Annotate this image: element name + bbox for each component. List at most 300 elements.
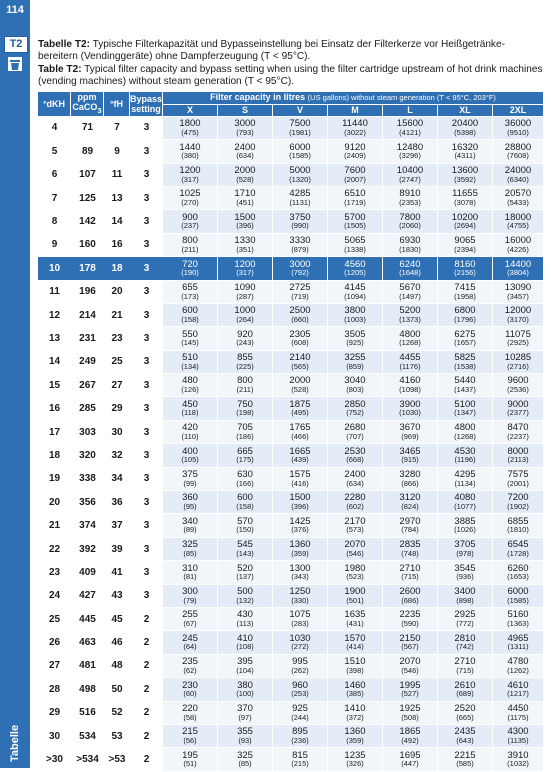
capacity-litres: 9600	[507, 375, 529, 387]
capacity-litres: 1235	[344, 749, 366, 761]
capacity-gallons: (1094)	[344, 291, 366, 301]
cell-capacity	[218, 117, 273, 140]
capacity-gallons: (215)	[291, 759, 309, 769]
capacity-litres: 5065	[344, 235, 366, 247]
cell-capacity	[218, 491, 273, 514]
cell-capacity	[328, 397, 383, 420]
capacity-gallons: (51)	[183, 759, 197, 769]
capacity-litres: 1460	[344, 679, 366, 691]
capacity-litres: 705	[237, 422, 253, 434]
capacity-litres: 720	[182, 258, 198, 270]
capacity-litres: 2305	[289, 328, 311, 340]
capacity-gallons: (175)	[236, 455, 254, 465]
cell-dkh: 20	[38, 491, 71, 514]
capacity-litres: 7200	[507, 492, 529, 504]
capacity-litres: 2400	[344, 469, 366, 481]
cell-fh: 20	[104, 281, 130, 304]
table-row	[38, 725, 544, 748]
capacity-gallons: (1077)	[454, 502, 476, 512]
cell-dkh: 15	[38, 374, 71, 397]
capacity-gallons: (253)	[291, 689, 309, 699]
capacity-litres: 900	[182, 211, 198, 223]
cell-capacity	[438, 608, 493, 631]
capacity-gallons: (198)	[236, 408, 254, 418]
cell-capacity	[493, 514, 544, 537]
capacity-gallons: (67)	[183, 618, 197, 628]
table-row	[38, 468, 544, 491]
cell-ppm: 427	[71, 585, 104, 608]
cell-dkh: 18	[38, 444, 71, 467]
cell-bypass: 3	[130, 585, 163, 608]
capacity-gallons: (668)	[346, 455, 364, 465]
cell-bypass: 3	[130, 281, 163, 304]
cell-capacity	[383, 187, 438, 210]
cell-capacity	[163, 538, 218, 561]
cell-capacity	[273, 257, 328, 280]
capacity-gallons: (527)	[401, 689, 419, 699]
cell-capacity	[273, 374, 328, 397]
cell-capacity	[273, 397, 328, 420]
cell-capacity	[328, 374, 383, 397]
capacity-gallons: (359)	[346, 735, 364, 745]
capacity-litres: 20570	[504, 188, 532, 200]
table-row	[38, 491, 544, 514]
table-row	[38, 655, 544, 678]
capacity-litres: 4780	[507, 656, 529, 668]
cell-capacity	[328, 444, 383, 467]
capacity-gallons: (978)	[456, 548, 474, 558]
cell-capacity	[273, 631, 328, 654]
col-size-2xl: 2XL	[493, 105, 544, 117]
capacity-litres: 5000	[289, 164, 311, 176]
capacity-gallons: (1320)	[289, 174, 311, 184]
capacity-litres: 4160	[399, 375, 421, 387]
capacity-litres: 1250	[289, 586, 311, 597]
table-row	[38, 117, 544, 140]
cell-capacity	[163, 117, 218, 140]
capacity-gallons: (567)	[401, 642, 419, 652]
capacity-litres: 3120	[399, 492, 421, 504]
capacity-gallons: (1311)	[507, 642, 529, 652]
capacity-gallons: (3078)	[454, 197, 476, 207]
capacity-litres: 2970	[399, 515, 421, 527]
cell-capacity	[438, 351, 493, 374]
cell-bypass: 3	[130, 444, 163, 467]
cell-capacity	[328, 725, 383, 748]
cell-capacity	[218, 561, 273, 584]
cell-capacity	[328, 117, 383, 140]
cell-capacity	[493, 561, 544, 584]
col-size-m: M	[328, 105, 383, 117]
cell-ppm: 338	[71, 468, 104, 491]
cell-capacity	[383, 444, 438, 467]
cell-capacity	[493, 538, 544, 561]
cell-fh: 21	[104, 304, 130, 327]
capacity-gallons: (1134)	[454, 478, 476, 488]
cell-capacity	[218, 444, 273, 467]
capacity-litres: 9065	[454, 235, 476, 247]
capacity-litres: 1995	[399, 679, 421, 691]
cell-capacity	[328, 561, 383, 584]
capacity-litres: 2725	[289, 281, 311, 293]
cell-bypass: 3	[130, 304, 163, 327]
table-row	[38, 257, 544, 280]
page-number: 114	[6, 4, 24, 16]
cell-capacity	[493, 374, 544, 397]
cell-capacity	[438, 678, 493, 701]
cell-fh: 50	[104, 678, 130, 701]
capacity-gallons: (100)	[236, 689, 254, 699]
cell-fh: 25	[104, 351, 130, 374]
filter-capacity-table	[38, 92, 544, 772]
cell-capacity	[383, 117, 438, 140]
capacity-gallons: (546)	[346, 548, 364, 558]
capacity-gallons: (1098)	[399, 385, 421, 395]
cell-capacity	[493, 351, 544, 374]
capacity-litres: 1710	[234, 188, 256, 200]
capacity-litres: 6930	[399, 235, 421, 247]
capacity-litres: 665	[237, 445, 253, 457]
cell-capacity	[383, 725, 438, 748]
cell-bypass: 3	[130, 421, 163, 444]
capacity-gallons: (3170)	[507, 314, 529, 324]
capacity-gallons: (211)	[236, 385, 254, 395]
capacity-litres: 300	[182, 586, 198, 597]
cell-capacity	[383, 397, 438, 420]
capacity-gallons: (1196)	[454, 455, 476, 465]
capacity-litres: 1330	[234, 235, 256, 247]
cell-bypass: 3	[130, 327, 163, 350]
capacity-litres: 4295	[454, 469, 476, 481]
cell-capacity	[328, 327, 383, 350]
cell-capacity	[218, 164, 273, 187]
cell-capacity	[218, 725, 273, 748]
capacity-litres: 1425	[289, 515, 311, 527]
cell-dkh: 22	[38, 538, 71, 561]
cell-fh: 14	[104, 210, 130, 233]
cell-capacity	[493, 397, 544, 420]
capacity-litres: 7415	[454, 281, 476, 293]
cell-bypass: 3	[130, 210, 163, 233]
capacity-gallons: (689)	[456, 689, 474, 699]
capacity-litres: 925	[292, 702, 308, 714]
cell-dkh: 21	[38, 514, 71, 537]
col-bypass: Bypass setting	[130, 92, 163, 117]
cell-capacity	[383, 468, 438, 491]
capacity-gallons: (317)	[236, 268, 254, 278]
table-row	[38, 187, 544, 210]
cell-bypass: 3	[130, 257, 163, 280]
cell-capacity	[163, 421, 218, 444]
cell-capacity	[273, 187, 328, 210]
caption-de-label: Tabelle T2:	[38, 39, 90, 50]
capacity-litres: 11440	[342, 118, 368, 130]
capacity-gallons: (528)	[236, 174, 254, 184]
capacity-gallons: (398)	[346, 665, 364, 675]
capacity-litres: 9120	[344, 141, 366, 153]
cell-capacity	[218, 327, 273, 350]
cell-bypass: 2	[130, 631, 163, 654]
capacity-gallons: (1347)	[454, 408, 476, 418]
cell-capacity	[273, 164, 328, 187]
capacity-gallons: (108)	[236, 642, 254, 652]
capacity-litres: 510	[182, 352, 198, 364]
capacity-gallons: (665)	[456, 712, 474, 722]
capacity-litres: 2280	[344, 492, 366, 504]
capacity-litres: 1865	[399, 726, 421, 738]
capacity-litres: 24000	[504, 164, 532, 176]
cell-fh: 11	[104, 164, 130, 187]
capacity-litres: 10400	[396, 164, 424, 176]
cell-capacity	[328, 608, 383, 631]
col-size-x: X	[163, 105, 218, 117]
capacity-litres: 355	[237, 726, 253, 738]
cell-fh: 48	[104, 655, 130, 678]
capacity-gallons: (396)	[236, 221, 254, 231]
capacity-litres: 195	[182, 749, 198, 761]
cell-dkh: 8	[38, 210, 71, 233]
capacity-gallons: (915)	[401, 455, 419, 465]
cell-fh: 23	[104, 327, 130, 350]
capacity-gallons: (1648)	[399, 268, 421, 278]
capacity-gallons: (2007)	[344, 174, 366, 184]
capacity-gallons: (243)	[236, 338, 254, 348]
table-row	[38, 585, 544, 608]
cell-capacity	[273, 421, 328, 444]
capacity-litres: 1300	[289, 562, 311, 574]
cell-ppm: 534	[71, 725, 104, 748]
capacity-gallons: (969)	[401, 431, 419, 441]
capacity-label: Filter capacity in litres	[210, 92, 306, 103]
cell-capacity	[163, 468, 218, 491]
capacity-litres: 3800	[344, 305, 366, 317]
capacity-litres: 2680	[344, 422, 366, 434]
cell-capacity	[163, 725, 218, 748]
capacity-gallons: (990)	[291, 221, 309, 231]
capacity-litres: 410	[237, 632, 253, 644]
capacity-litres: 380	[237, 679, 253, 691]
cell-ppm: 249	[71, 351, 104, 374]
capacity-litres: 570	[237, 515, 253, 527]
capacity-gallons: (1585)	[289, 151, 311, 161]
capacity-gallons: (1003)	[344, 314, 366, 324]
cell-capacity	[493, 187, 544, 210]
capacity-litres: 5670	[399, 281, 421, 293]
cell-capacity	[383, 514, 438, 537]
capacity-gallons: (2113)	[507, 455, 529, 465]
capacity-gallons: (466)	[291, 431, 309, 441]
capacity-gallons: (137)	[236, 572, 254, 582]
capacity-litres: 1510	[344, 656, 366, 668]
capacity-litres: 3505	[344, 328, 366, 340]
capacity-gallons: (64)	[183, 642, 197, 652]
capacity-gallons: (81)	[183, 572, 197, 582]
capacity-litres: 2710	[399, 562, 421, 574]
cell-fh: 13	[104, 187, 130, 210]
capacity-gallons: (1497)	[399, 291, 421, 301]
capacity-litres: 8910	[399, 188, 421, 200]
table-row	[38, 631, 544, 654]
cell-capacity	[218, 257, 273, 280]
capacity-litres: 800	[182, 235, 198, 247]
cell-capacity	[328, 304, 383, 327]
capacity-gallons: (95)	[183, 502, 197, 512]
cell-capacity	[218, 631, 273, 654]
capacity-gallons: (634)	[346, 478, 364, 488]
cell-bypass: 3	[130, 538, 163, 561]
capacity-gallons: (1135)	[507, 735, 529, 745]
cell-capacity	[383, 164, 438, 187]
table-body	[38, 117, 544, 772]
capacity-litres: 360	[182, 492, 198, 504]
capacity-gallons: (585)	[456, 759, 474, 769]
cell-fh: 37	[104, 514, 130, 537]
capacity-gallons: (508)	[401, 712, 419, 722]
capacity-gallons: (1026)	[454, 525, 476, 535]
capacity-gallons: (414)	[346, 642, 364, 652]
capacity-litres: 5200	[399, 305, 421, 317]
capacity-litres: 6800	[454, 305, 476, 317]
cell-capacity	[328, 702, 383, 725]
capacity-litres: 6275	[454, 328, 476, 340]
cell-capacity	[218, 538, 273, 561]
cell-ppm: 481	[71, 655, 104, 678]
capacity-gallons: (602)	[346, 502, 364, 512]
capacity-gallons: (4311)	[454, 151, 476, 161]
capacity-litres: 6260	[507, 562, 529, 574]
cell-capacity	[493, 164, 544, 187]
cell-capacity	[328, 187, 383, 210]
cell-dkh: 12	[38, 304, 71, 327]
cell-fh: 39	[104, 538, 130, 561]
capacity-litres: 1030	[289, 632, 311, 644]
capacity-litres: 2530	[344, 445, 366, 457]
cell-capacity	[383, 748, 438, 771]
capacity-gallons: (565)	[291, 361, 309, 371]
cell-dkh: 27	[38, 655, 71, 678]
capacity-litres: 600	[237, 492, 253, 504]
capacity-gallons: (3592)	[454, 174, 476, 184]
capacity-gallons: (431)	[346, 618, 364, 628]
cell-capacity	[273, 444, 328, 467]
cell-capacity	[438, 164, 493, 187]
capacity-gallons: (2536)	[507, 385, 529, 395]
cell-capacity	[328, 351, 383, 374]
cell-capacity	[273, 585, 328, 608]
cell-bypass: 2	[130, 702, 163, 725]
cell-bypass: 3	[130, 351, 163, 374]
capacity-litres: 3900	[399, 398, 421, 410]
capacity-gallons: (343)	[291, 572, 309, 582]
capacity-litres: 420	[182, 422, 198, 434]
capacity-litres: 12480	[396, 141, 424, 153]
capacity-litres: 1980	[344, 562, 366, 574]
capacity-gallons: (85)	[183, 548, 197, 558]
cell-bypass: 3	[130, 187, 163, 210]
cell-capacity	[383, 678, 438, 701]
capacity-gallons: (97)	[238, 712, 252, 722]
capacity-gallons: (2409)	[344, 151, 366, 161]
capacity-litres: 1000	[234, 305, 256, 317]
cell-fh: 45	[104, 608, 130, 631]
cell-capacity	[273, 327, 328, 350]
capacity-gallons: (3022)	[344, 127, 366, 137]
cell-capacity	[163, 702, 218, 725]
capacity-gallons: (5433)	[507, 197, 529, 207]
cell-ppm: 285	[71, 397, 104, 420]
capacity-gallons: (110)	[181, 431, 199, 441]
capacity-gallons: (283)	[291, 618, 309, 628]
capacity-gallons: (380)	[181, 151, 199, 161]
capacity-gallons: (2001)	[507, 478, 529, 488]
capacity-litres: 545	[237, 539, 253, 551]
capacity-gallons: (1176)	[399, 361, 421, 371]
cell-capacity	[163, 257, 218, 280]
cell-capacity	[438, 374, 493, 397]
capacity-gallons: (244)	[291, 712, 309, 722]
capacity-litres: 235	[182, 656, 198, 668]
cell-ppm: 320	[71, 444, 104, 467]
capacity-litres: 1360	[344, 726, 366, 738]
cell-ppm: 303	[71, 421, 104, 444]
capacity-litres: 13600	[451, 164, 479, 176]
cell-capacity	[438, 585, 493, 608]
capacity-litres: 7600	[344, 164, 366, 176]
capacity-litres: 220	[182, 702, 198, 714]
capacity-gallons: (824)	[401, 502, 419, 512]
cell-fh: 36	[104, 491, 130, 514]
capacity-gallons: (439)	[291, 455, 309, 465]
capacity-gallons: (3804)	[507, 268, 529, 278]
capacity-litres: 1410	[344, 702, 366, 714]
capacity-litres: 2810	[454, 632, 476, 644]
cell-capacity	[493, 678, 544, 701]
table-row	[38, 514, 544, 537]
capacity-gallons: (1262)	[507, 665, 529, 675]
capacity-gallons: (925)	[346, 338, 364, 348]
cell-fh: 18	[104, 257, 130, 280]
capacity-gallons: (104)	[236, 665, 254, 675]
capacity-litres: 4560	[344, 258, 366, 270]
cell-dkh: 19	[38, 468, 71, 491]
capacity-litres: 1635	[344, 609, 366, 621]
capacity-litres: 550	[182, 328, 198, 340]
capacity-litres: 4450	[507, 702, 529, 714]
cell-capacity	[493, 491, 544, 514]
capacity-litres: 5100	[454, 398, 476, 410]
cell-capacity	[438, 561, 493, 584]
capacity-gallons: (523)	[346, 572, 364, 582]
cell-fh: 43	[104, 585, 130, 608]
capacity-gallons: (287)	[236, 291, 254, 301]
capacity-litres: 1090	[234, 281, 256, 293]
capacity-gallons: (150)	[236, 525, 254, 535]
table-row	[38, 304, 544, 327]
cell-fh: 29	[104, 397, 130, 420]
capacity-gallons: (1830)	[399, 244, 421, 254]
cell-capacity	[438, 655, 493, 678]
cell-capacity	[383, 585, 438, 608]
capacity-sublabel: (US gallons) without steam generation (T < 95°C, 203°F)	[307, 93, 496, 103]
capacity-litres: 14400	[504, 258, 532, 270]
capacity-gallons: (1810)	[507, 525, 529, 535]
capacity-litres: 8160	[454, 258, 476, 270]
capacity-gallons: (803)	[346, 385, 364, 395]
capacity-gallons: (134)	[181, 361, 199, 371]
cell-capacity	[438, 538, 493, 561]
capacity-gallons: (272)	[291, 642, 309, 652]
table-caption	[38, 39, 544, 89]
